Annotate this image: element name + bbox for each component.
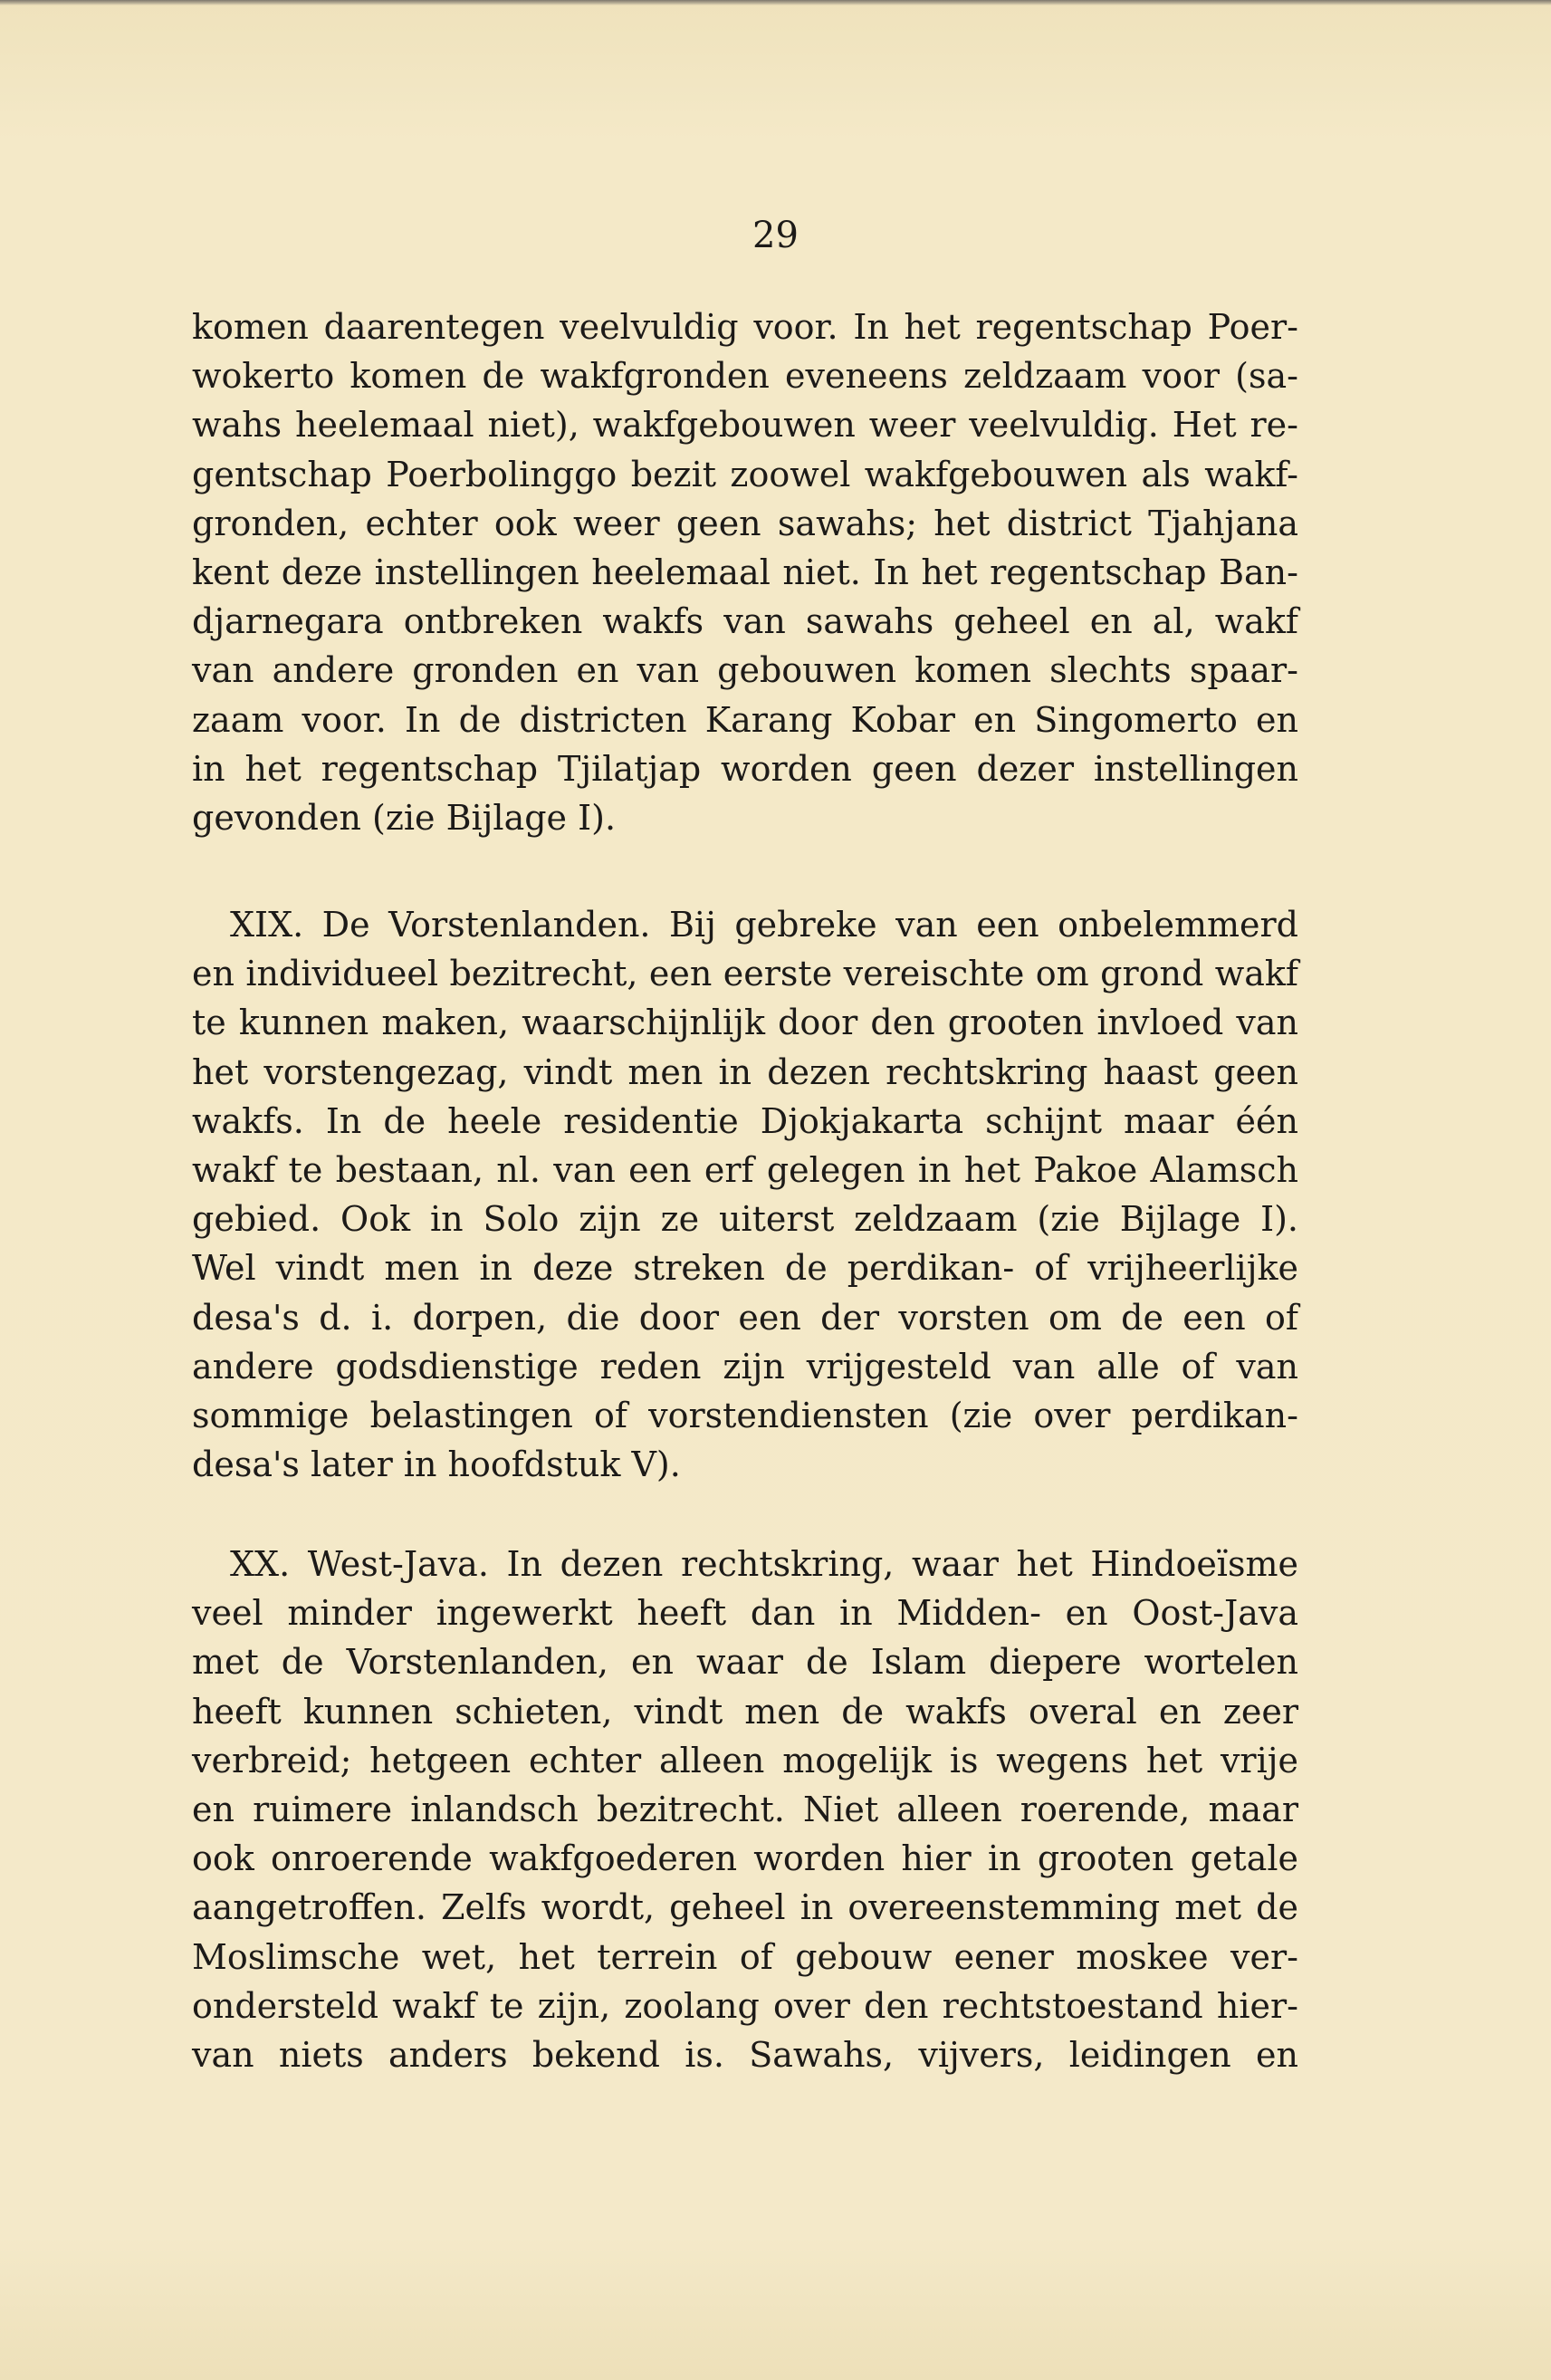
text-line: wakf te bestaan, nl. van een erf gelegen in het Pakoe Alamsch: [192, 1149, 1298, 1190]
text-line: sommige belastingen of vorstendiensten (zie over perdikan-: [192, 1395, 1298, 1435]
text-line: met de Vorstenlanden, en waar de Islam diepere wortelen: [192, 1642, 1298, 1683]
text-line: te kunnen maken, waarschijnlijk door den grooten invloed van: [192, 1003, 1298, 1043]
text-line: wakfs. In de heele residentie Djokjakarta schijnt maar één: [192, 1100, 1298, 1141]
text-line: gebied. Ook in Solo zijn ze uiterst zeldzaam (zie Bijlage I).: [192, 1199, 1298, 1240]
text-line: XX. West-Java. In dezen rechtskring, waar het Hindoeïsme: [230, 1544, 1298, 1584]
text-line: desa's later in hoofdstuk V).: [192, 1444, 681, 1485]
text-line: verbreid; hetgeen echter alleen mogelijk is wegens het vrije: [192, 1740, 1298, 1780]
text-line: gevonden (zie Bijlage I).: [192, 797, 617, 838]
text-line: en ruimere inlandsch bezitrecht. Niet alleen roerende, maar: [192, 1789, 1298, 1829]
text-line: het vorstengezag, vindt men in dezen rechtskring haast geen: [192, 1051, 1298, 1092]
page-number: 29: [752, 215, 799, 256]
text-line: gronden, echter ook weer geen sawahs; het district Tjahjana: [192, 503, 1298, 543]
text-line: veel minder ingewerkt heeft dan in Midden- en Oost-Java: [192, 1593, 1298, 1634]
text-line: Moslimsche wet, het terrein of gebouw eener moskee ver-: [192, 1936, 1298, 1977]
text-line: zaam voor. In de districten Karang Kobar en Singomerto en: [192, 699, 1298, 740]
paragraph-continuation: [192, 302, 1298, 842]
text-line: andere godsdienstige reden zijn vrijgesteld van alle of van: [192, 1346, 1298, 1387]
text-line: aangetroffen. Zelfs wordt, geheel in overeenstemming met de: [192, 1887, 1298, 1928]
paragraph-vorstenlanden: [192, 900, 1298, 1489]
text-line: wokerto komen de wakfgronden eveneens zeldzaam voor (sa-: [192, 356, 1298, 397]
text-line: van andere gronden en van gebouwen komen slechts spaar-: [192, 650, 1298, 691]
paragraph-west-java: [192, 1540, 1298, 2079]
text-line: Wel vindt men in deze streken de perdikan- of vrijheerlijke: [192, 1248, 1298, 1289]
text-line: ook onroerende wakfgoederen worden hier in grooten getale: [192, 1838, 1298, 1879]
text-line: en individueel bezitrecht, een eerste vereischte om grond wakf: [192, 954, 1298, 994]
text-line: djarnegara ontbreken wakfs van sawahs geheel en al, wakf: [192, 601, 1298, 642]
text-line: in het regentschap Tjilatjap worden geen dezer instellingen: [192, 748, 1298, 789]
text-line: gentschap Poerbolinggo bezit zoowel wakfgebouwen als wakf-: [192, 454, 1298, 494]
text-line: kent deze instellingen heelemaal niet. In het regentschap Ban-: [192, 552, 1298, 592]
text-line: wahs heelemaal niet), wakfgebouwen weer veelvuldig. Het re-: [192, 405, 1298, 446]
text-line: desa's d. i. dorpen, die door een der vorsten om de een of: [192, 1297, 1298, 1338]
text-line: heeft kunnen schieten, vindt men de wakfs overal en zeer: [192, 1691, 1298, 1732]
text-line: van niets anders bekend is. Sawahs, vijvers, leidingen en: [192, 2034, 1298, 2075]
text-line: XIX. De Vorstenlanden. Bij gebreke van een onbelemmerd: [230, 905, 1298, 945]
text-line: komen daarentegen veelvuldig voor. In het regentschap Poer-: [192, 307, 1298, 347]
text-line: ondersteld wakf te zijn, zoolang over den rechtstoestand hier-: [192, 1985, 1298, 2026]
page-top-edge: [0, 0, 1551, 5]
